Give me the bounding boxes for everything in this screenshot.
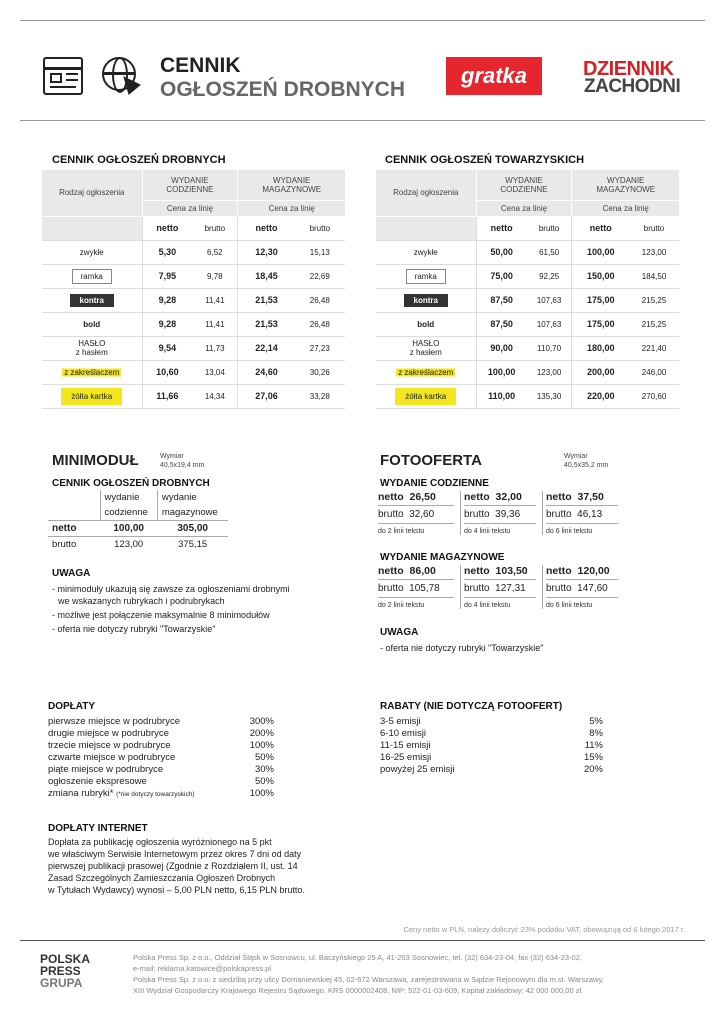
row-label-cell (42, 264, 142, 288)
netto-value: 120,00 (577, 565, 610, 577)
netto-label: netto (378, 565, 404, 577)
lines-note: do 4 linii tekstu (464, 528, 511, 535)
row-label-cell (42, 240, 142, 264)
rabaty-title: RABATY (NIE DOTYCZĄ FOTOOFERT) (380, 701, 563, 712)
list-item (380, 716, 603, 728)
item-value: 50% (254, 776, 274, 787)
list-item (48, 716, 274, 728)
fotooferta-option (460, 565, 536, 609)
logo-line: PRESS (40, 964, 81, 978)
text-line: w Tytułach Wydawcy) wynosi – 5,00 PLN netto, 6,15 PLN brutto. (48, 885, 305, 895)
table-title: CENNIK OGŁOSZEŃ DROBNYCH (52, 154, 226, 166)
item-value: 8% (589, 728, 603, 739)
price-label: Cena za linię (572, 200, 679, 216)
brutto-row (546, 580, 618, 598)
item-label: drugie miejsce w podrubryce (48, 728, 169, 739)
price-label: Cena za linię (476, 200, 572, 216)
netto-header: netto (476, 216, 527, 240)
doplaty-internet-title: DOPŁATY INTERNET (48, 823, 148, 834)
item-value: 200% (249, 728, 274, 739)
item-value: 20% (583, 764, 603, 775)
netto-value: 86,00 (409, 565, 436, 577)
netto-label: netto (546, 565, 572, 577)
col-header-magazynowe: WYDANIE MAGAZYNOWE (238, 170, 345, 200)
doplaty-title: DOPŁATY (48, 701, 96, 712)
brutto-label: brutto (378, 583, 404, 594)
table-row (376, 264, 679, 288)
fotooferta-option (542, 491, 618, 535)
row-label: kontra (404, 294, 448, 307)
fotooferta-option (542, 565, 618, 609)
price-cell: 150,00 (572, 264, 629, 288)
netto-row (546, 565, 618, 580)
price-cell: 123,00 (629, 240, 679, 264)
uwaga-heading: UWAGA (380, 627, 419, 638)
row-label-cell (376, 264, 476, 288)
row-sublabel: z hasłem (75, 348, 108, 357)
item-label: pierwsze miejsce w podrubryce (48, 716, 180, 727)
row-label-cell (376, 288, 476, 312)
brutto-row (378, 580, 454, 598)
netto-value: 100,00 (100, 521, 157, 537)
brutto-row (464, 506, 536, 524)
item-label: czwarte miejsce w podrubryce (48, 752, 176, 763)
col-header-magazynowe: WYDANIE MAGAZYNOWE (572, 170, 679, 200)
item-note: (*nie dotyczy towarzyskich) (116, 791, 195, 798)
price-cell: 11,41 (192, 288, 238, 312)
minimodul-subtitle: CENNIK OGŁOSZEŃ DROBNYCH (52, 478, 210, 489)
list-item (380, 740, 603, 752)
col-header: magazynowe (157, 505, 228, 521)
price-table-towarzyskie (376, 170, 679, 409)
row-label-cell (42, 312, 142, 336)
table-row (42, 336, 345, 360)
price-cell: 9,78 (192, 264, 238, 288)
uwaga-heading: UWAGA (52, 568, 91, 579)
item-label: 11-15 emisji (380, 740, 431, 751)
row-label: żółta kartka (61, 388, 122, 405)
footer-line: Polska Press Sp. z o.o. z siedzibą przy ulicy Domaniewskiej 45, 02-672 Warszawa, zarejestrowana w Sądzie Rejonowym dla m.st. Warszawy, (133, 975, 604, 984)
price-label: Cena za linię (142, 200, 238, 216)
row-label: zwykłe (79, 247, 104, 257)
brutto-value: 39,36 (495, 509, 521, 520)
price-cell: 11,41 (192, 312, 238, 336)
brutto-row (546, 506, 618, 524)
item-label: 16-25 emisji (380, 752, 432, 763)
netto-value: 103,50 (495, 565, 528, 577)
codzienne-heading: WYDANIE CODZIENNE (380, 478, 489, 489)
netto-label: netto (48, 521, 100, 537)
price-cell: 135,30 (527, 384, 572, 408)
lines-note: do 6 linii tekstu (546, 602, 593, 609)
row-label: zwykłe (413, 247, 438, 257)
price-cell: 33,28 (295, 384, 345, 408)
price-cell: 13,04 (192, 360, 238, 384)
footer-rule (20, 940, 705, 941)
row-label: HASŁO (412, 339, 440, 348)
row-label: ramka (72, 269, 112, 284)
netto-header: netto (572, 216, 629, 240)
list-item (48, 752, 274, 764)
fotooferta-size: 40,5x35,2 mm (564, 462, 609, 469)
minimodul-notes (52, 583, 290, 635)
price-cell: 26,48 (295, 312, 345, 336)
row-label-cell (42, 384, 142, 408)
price-cell: 215,25 (629, 288, 679, 312)
fotooferta-option (378, 491, 454, 535)
minimodul-table (48, 490, 228, 552)
netto-row (378, 491, 454, 506)
row-label-cell (376, 360, 476, 384)
price-cell: 175,00 (572, 312, 629, 336)
footer-line: XIII Wydział Gospodarczy Krajowego Rejestru Sądowego, KRS 0000002408, NIP: 522-01-03-609, Kapitał zakładowy: 42 000 000,00 zł. (133, 986, 584, 995)
netto-row (378, 565, 454, 580)
netto-value: 32,00 (495, 491, 522, 503)
page-title-line1: CENNIK (160, 54, 241, 77)
item-label: piąte miejsce w podrubryce (48, 764, 164, 775)
row-label: bold (417, 319, 435, 329)
price-cell: 9,54 (142, 336, 192, 360)
netto-header: netto (142, 216, 192, 240)
lines-note: do 2 linii tekstu (378, 528, 425, 535)
price-cell: 220,00 (572, 384, 629, 408)
price-cell: 180,00 (572, 336, 629, 360)
price-cell: 27,06 (238, 384, 295, 408)
table-row (42, 312, 345, 336)
footer-address (133, 952, 604, 996)
price-cell: 24,60 (238, 360, 295, 384)
brutto-header: brutto (629, 216, 679, 240)
price-cell: 22,69 (295, 264, 345, 288)
netto-value: 37,50 (577, 491, 604, 503)
footer-line: e-mail: reklama.katowice@polskapress.pl (133, 964, 272, 973)
brutto-value: 147,60 (577, 583, 608, 594)
price-cell: 92,25 (527, 264, 572, 288)
note-line: - minimoduły ukazują się zawsze za ogłoszeniami drobnymi (52, 584, 290, 594)
polska-press-logo (40, 953, 90, 989)
price-cell: 175,00 (572, 288, 629, 312)
price-cell: 110,00 (476, 384, 527, 408)
row-label-cell (376, 312, 476, 336)
item-label: trzecie miejsce w podrubryce (48, 740, 171, 751)
price-cell: 21,53 (238, 288, 295, 312)
price-cell: 123,00 (527, 360, 572, 384)
row-label-cell (42, 360, 142, 384)
price-cell: 15,13 (295, 240, 345, 264)
top-rule (20, 20, 705, 21)
doplaty-internet-text (48, 836, 305, 896)
price-cell: 107,63 (527, 288, 572, 312)
col-header: wydanie (157, 490, 228, 505)
text-line: Zasad Szczególnych Zamieszczania Ogłoszeń Drobnych (48, 873, 276, 883)
fotooferta-note: - oferta nie dotyczy rubryki "Towarzyskie" (380, 643, 544, 653)
fotooferta-title: FOTOOFERTA (380, 452, 482, 469)
price-cell: 100,00 (476, 360, 527, 384)
item-value: 30% (254, 764, 274, 775)
logo-line: GRUPA (40, 976, 83, 990)
item-value: 11% (584, 740, 603, 751)
brutto-value: 32,60 (409, 509, 435, 520)
lines-note: do 2 linii tekstu (378, 602, 425, 609)
brutto-label: brutto (546, 509, 572, 520)
netto-label: netto (546, 491, 572, 503)
lines-note: do 4 linii tekstu (464, 602, 511, 609)
rabaty-list (380, 716, 603, 776)
brutto-label: brutto (464, 583, 490, 594)
table-row (376, 288, 679, 312)
row-label: z zakreślaczem (398, 367, 454, 377)
netto-label: netto (464, 491, 490, 503)
row-sublabel: z hasłem (409, 348, 442, 357)
header-rule (20, 120, 705, 121)
price-cell: 215,25 (629, 312, 679, 336)
price-cell: 270,60 (629, 384, 679, 408)
logo-line: POLSKA (40, 952, 91, 966)
price-cell: 184,50 (629, 264, 679, 288)
price-cell: 107,63 (527, 312, 572, 336)
table-row (376, 384, 679, 408)
row-label-cell (376, 240, 476, 264)
footer-line: Polska Press Sp. z o.o., Oddział Śląsk w Sosnowcu, ul. Baczyńskiego 25 A, 41-203 Sosnowiec, tel. (32) 634-23-04, fax (32) 634-23-02, (133, 953, 582, 962)
netto-value: 26,50 (409, 491, 436, 503)
list-item (380, 764, 603, 776)
item-label: powyżej 25 emisji (380, 764, 455, 775)
price-cell: 61,50 (527, 240, 572, 264)
price-cell: 5,30 (142, 240, 192, 264)
text-line: we właściwym Serwisie Internetowym przez okres 7 dni od daty (48, 849, 302, 859)
lines-note: do 6 linii tekstu (546, 528, 593, 535)
col-header: codzienne (100, 505, 157, 521)
row-label: bold (83, 319, 101, 329)
brutto-header: brutto (192, 216, 238, 240)
item-value: 100% (249, 788, 274, 799)
list-item (48, 776, 274, 788)
price-cell: 14,34 (192, 384, 238, 408)
price-cell: 87,50 (476, 312, 527, 336)
row-label: HASŁO (78, 339, 106, 348)
price-cell: 221,40 (629, 336, 679, 360)
price-cell: 27,23 (295, 336, 345, 360)
magazynowe-heading: WYDANIE MAGAZYNOWE (380, 552, 505, 563)
item-label: ogłoszenie ekspresowe (48, 776, 147, 787)
list-item (48, 788, 274, 800)
price-cell: 11,73 (192, 336, 238, 360)
price-cell: 87,50 (476, 288, 527, 312)
fotooferta-size-label: Wymiar (564, 453, 588, 460)
minimodul-title: MINIMODUŁ (52, 452, 139, 469)
doplaty-list (48, 716, 274, 800)
brutto-value: 127,31 (495, 583, 526, 594)
brutto-value: 123,00 (114, 539, 144, 550)
table-row (376, 312, 679, 336)
dziennik-logo-line1: DZIENNIK (583, 58, 674, 80)
row-label: kontra (70, 294, 114, 307)
price-cell: 21,53 (238, 312, 295, 336)
item-label: 3-5 emisji (380, 716, 421, 727)
item-value: 5% (589, 716, 603, 727)
list-item (48, 740, 274, 752)
gratka-logo: gratka (446, 57, 542, 95)
brutto-row (464, 580, 536, 598)
brutto-row (378, 506, 454, 524)
list-item (48, 728, 274, 740)
col-header-codzienne: WYDANIE CODZIENNE (476, 170, 572, 200)
note-line: we wskazanych rubrykach i podrubrykach (58, 596, 225, 606)
list-item (48, 764, 274, 776)
netto-header: netto (238, 216, 295, 240)
price-cell: 18,45 (238, 264, 295, 288)
blank-cell (42, 216, 142, 240)
item-value: 300% (249, 716, 274, 727)
brutto-label: brutto (378, 509, 404, 520)
brutto-header: brutto (527, 216, 572, 240)
brutto-value: 105,78 (409, 583, 440, 594)
col-header-type: Rodzaj ogłoszenia (42, 170, 142, 216)
netto-label: netto (378, 491, 404, 503)
col-header-codzienne: WYDANIE CODZIENNE (142, 170, 238, 200)
table-row (42, 288, 345, 312)
table-title: CENNIK OGŁOSZEŃ TOWARZYSKICH (385, 154, 585, 166)
item-value: 100% (249, 740, 274, 751)
price-cell: 30,26 (295, 360, 345, 384)
price-cell: 10,60 (142, 360, 192, 384)
price-cell: 6,52 (192, 240, 238, 264)
item-value: 15% (583, 752, 603, 763)
price-cell: 50,00 (476, 240, 527, 264)
row-label: żółta kartka (395, 388, 456, 405)
price-cell: 7,95 (142, 264, 192, 288)
row-label-cell (42, 288, 142, 312)
minimodul-size: 40,5x19,4 mm (160, 462, 205, 469)
price-cell: 200,00 (572, 360, 629, 384)
dziennik-logo-line2: ZACHODNI (584, 76, 681, 97)
price-cell: 11,66 (142, 384, 192, 408)
list-item (380, 752, 603, 764)
price-table-drobne (42, 170, 345, 409)
col-header: wydanie (100, 490, 157, 505)
brutto-label: brutto (52, 539, 77, 550)
row-label-cell (376, 336, 476, 360)
page-title-line2: OGŁOSZEŃ DROBNYCH (160, 78, 406, 101)
row-label: ramka (406, 269, 446, 284)
brutto-label: brutto (464, 509, 490, 520)
brutto-header: brutto (295, 216, 345, 240)
netto-row (546, 491, 618, 506)
row-label-cell (376, 384, 476, 408)
row-label-cell (42, 336, 142, 360)
text-line: pierwszej publikacji prasowej (Zgodnie z Rozdziałem II, ust. 14 (48, 861, 298, 871)
netto-value: 305,00 (157, 521, 228, 537)
table-row (376, 240, 679, 264)
minimodul-size-label: Wymiar (160, 453, 184, 460)
col-header-type: Rodzaj ogłoszenia (376, 170, 476, 216)
item-label: 6-10 emisji (380, 728, 426, 739)
note-line: - oferta nie dotyczy rubryki "Towarzyskie" (52, 624, 216, 634)
price-cell: 26,48 (295, 288, 345, 312)
price-cell: 110,70 (527, 336, 572, 360)
price-cell: 9,28 (142, 312, 192, 336)
brutto-label: brutto (546, 583, 572, 594)
netto-row (464, 565, 536, 580)
price-label: Cena za linię (238, 200, 345, 216)
fotooferta-option (460, 491, 536, 535)
netto-label: netto (464, 565, 490, 577)
blank-cell (376, 216, 476, 240)
row-label: z zakreślaczem (64, 367, 120, 377)
item-value: 50% (254, 752, 274, 763)
vat-note: Ceny netto w PLN, należy doliczyć 23% podatku VAT, obowiązują od 6 lutego 2017 r. (403, 925, 685, 934)
price-cell: 246,00 (629, 360, 679, 384)
table-row (42, 360, 345, 384)
table-row (42, 384, 345, 408)
fotooferta-option (378, 565, 454, 609)
table-row (42, 264, 345, 288)
price-cell: 90,00 (476, 336, 527, 360)
table-row (42, 240, 345, 264)
netto-row (464, 491, 536, 506)
price-cell: 9,28 (142, 288, 192, 312)
table-row (376, 360, 679, 384)
brutto-value: 375,15 (178, 539, 208, 550)
text-line: Dopłata za publikację ogłoszenia wyróżnionego na 5 pkt (48, 837, 272, 847)
item-label: zmiana rubryki* (48, 788, 114, 799)
price-cell: 12,30 (238, 240, 295, 264)
table-row (376, 336, 679, 360)
price-cell: 22,14 (238, 336, 295, 360)
note-line: - możliwe jest połączenie maksymalnie 8 minimodułów (52, 610, 270, 620)
brutto-value: 46,13 (577, 509, 603, 520)
list-item (380, 728, 603, 740)
document-icon (43, 57, 83, 95)
price-cell: 100,00 (572, 240, 629, 264)
price-cell: 75,00 (476, 264, 527, 288)
